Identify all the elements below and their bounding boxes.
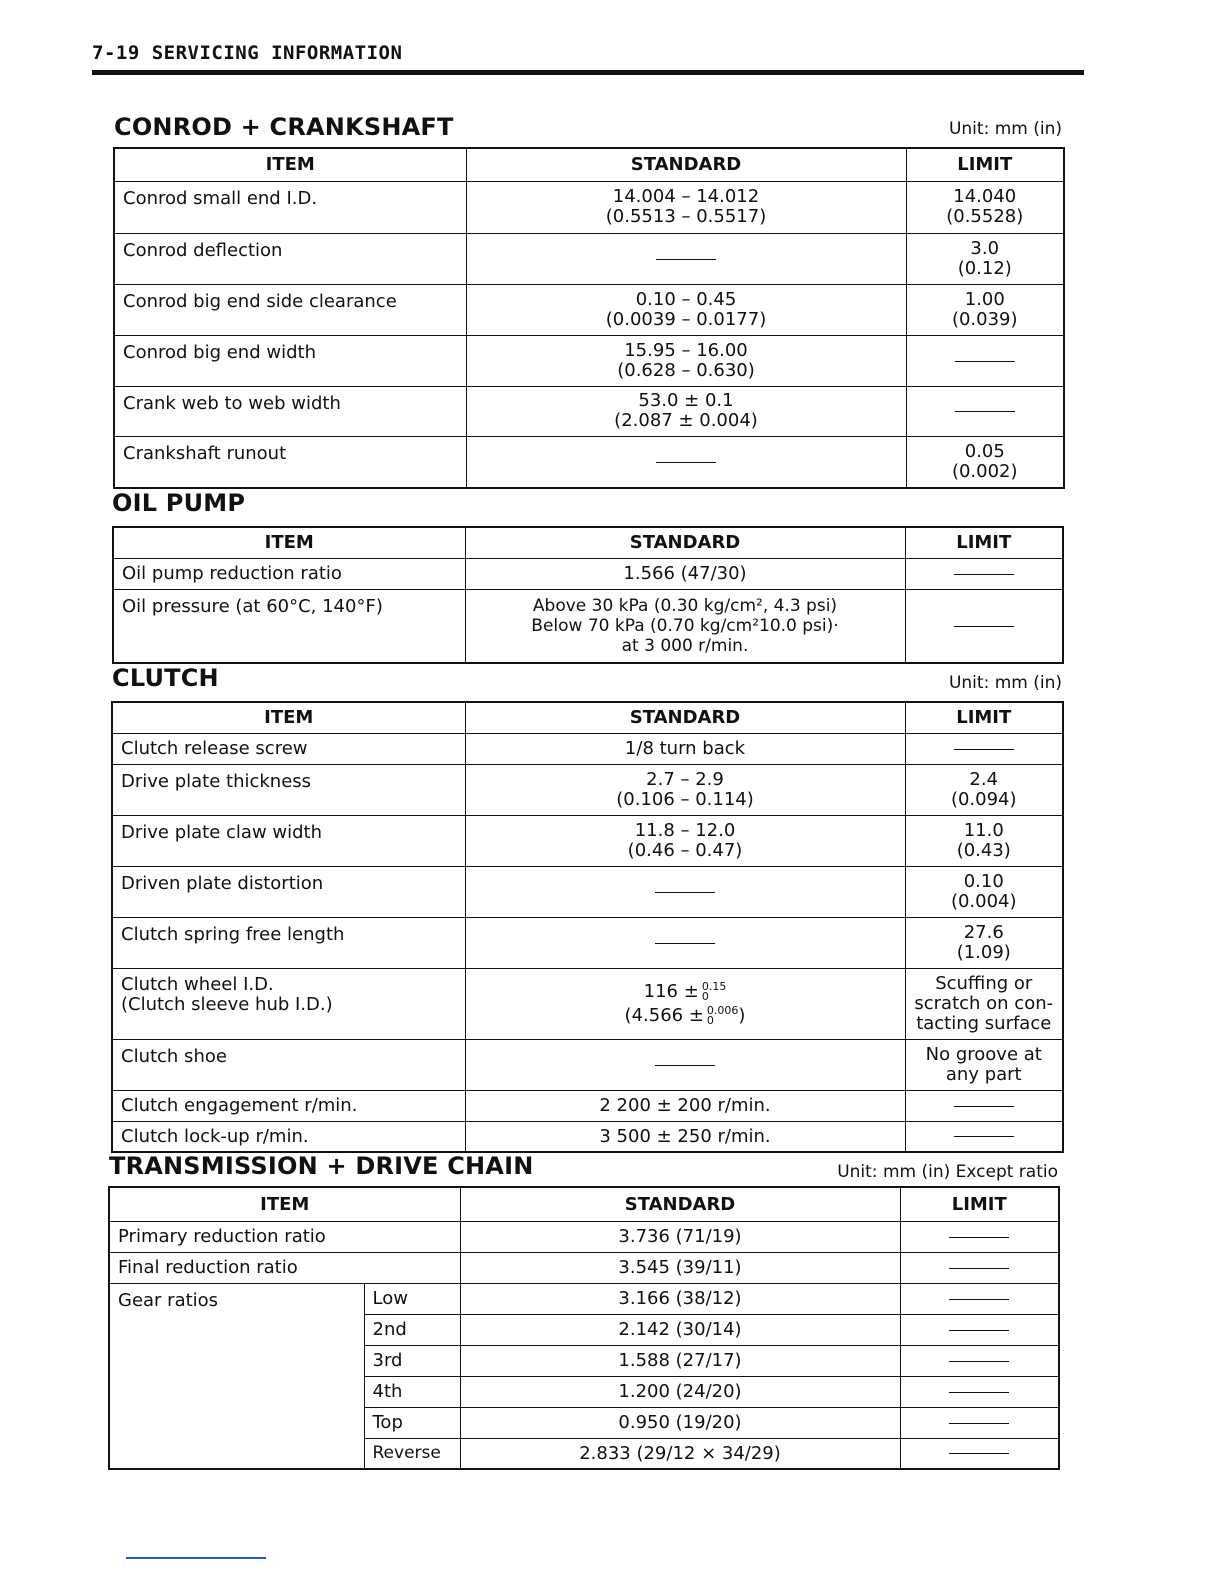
item-cell: Driven plate distortion: [112, 866, 465, 917]
limit-cell-empty: [900, 1438, 1059, 1469]
limit-cell: 11.0 (0.43): [905, 815, 1063, 866]
col-header-standard: STANDARD: [460, 1187, 900, 1221]
col-header-item: ITEM: [112, 702, 465, 733]
limit-cell-empty: [906, 335, 1064, 386]
standard-cell: Above 30 kPa (0.30 kg/cm², 4.3 psi) Below 70 kPa (0.70 kg/cm²10.0 psi)· at 3 000 r/min.: [465, 589, 905, 663]
tolerance-stack: 0.15 0: [701, 979, 727, 1003]
limit-cell-empty: [905, 1121, 1063, 1152]
table-row: [112, 1090, 1063, 1121]
col-header-item: ITEM: [109, 1187, 460, 1221]
table-row: [109, 1252, 1059, 1283]
dash-mark: [656, 462, 716, 463]
standard-cell: 2.833 (29/12 × 34/29): [460, 1438, 900, 1469]
table-row: [109, 1221, 1059, 1252]
oil-pump-table: [112, 526, 1064, 664]
table-row: [114, 335, 1064, 386]
item-cell: Crankshaft runout: [114, 436, 466, 488]
item-cell: Conrod big end side clearance: [114, 284, 466, 335]
standard-cell: 2.7 – 2.9 (0.106 – 0.114): [465, 764, 905, 815]
unit-label-conrod: Unit: mm (in): [948, 119, 1062, 139]
item-cell: Crank web to web width: [114, 386, 466, 436]
dash-mark: [655, 892, 715, 893]
standard-cell: 2 200 ± 200 r/min.: [465, 1090, 905, 1121]
dash-mark: [954, 574, 1014, 575]
standard-cell: 3.736 (71/19): [460, 1221, 900, 1252]
limit-cell-empty: [905, 558, 1063, 589]
item-cell: Oil pump reduction ratio: [113, 558, 465, 589]
table-row: [113, 589, 1063, 663]
col-header-item: ITEM: [114, 148, 466, 181]
table-row: [112, 917, 1063, 968]
gear-name-cell: Reverse: [364, 1438, 460, 1469]
standard-cell: 0.10 – 0.45 (0.0039 – 0.0177): [466, 284, 906, 335]
limit-cell-empty: [900, 1345, 1059, 1376]
item-cell: Final reduction ratio: [109, 1252, 460, 1283]
limit-cell-empty: [906, 386, 1064, 436]
limit-cell-empty: [900, 1283, 1059, 1314]
item-cell: Conrod deflection: [114, 233, 466, 284]
standard-cell: 3.545 (39/11): [460, 1252, 900, 1283]
item-cell: Primary reduction ratio: [109, 1221, 460, 1252]
item-cell: Drive plate claw width: [112, 815, 465, 866]
standard-cell-empty: [465, 917, 905, 968]
dash-mark: [955, 361, 1015, 362]
limit-cell-empty: [905, 1090, 1063, 1121]
limit-cell: 2.4 (0.094): [905, 764, 1063, 815]
table-row: [112, 866, 1063, 917]
limit-cell: 0.05 (0.002): [906, 436, 1064, 488]
item-cell: Drive plate thickness: [112, 764, 465, 815]
limit-cell: 14.040 (0.5528): [906, 181, 1064, 233]
conrod-table: [113, 147, 1065, 489]
clutch-table: [111, 701, 1064, 1153]
standard-cell: 1.588 (27/17): [460, 1345, 900, 1376]
col-header-standard: STANDARD: [465, 702, 905, 733]
limit-cell: 27.6 (1.09): [905, 917, 1063, 968]
standard-cell: 11.8 – 12.0 (0.46 – 0.47): [465, 815, 905, 866]
table-row: [113, 558, 1063, 589]
table-row: [114, 233, 1064, 284]
table-row: [114, 181, 1064, 233]
gear-name-cell: 3rd: [364, 1345, 460, 1376]
dash-mark: [656, 259, 716, 260]
item-cell: Clutch wheel I.D. (Clutch sleeve hub I.D.): [112, 968, 465, 1039]
dash-mark: [954, 1106, 1014, 1107]
limit-cell-empty: [905, 733, 1063, 764]
dash-mark: [955, 411, 1015, 412]
limit-cell-empty: [900, 1221, 1059, 1252]
standard-cell: 3 500 ± 250 r/min.: [465, 1121, 905, 1152]
dash-mark: [655, 1065, 715, 1066]
col-header-item: ITEM: [113, 527, 465, 558]
table-row: [112, 764, 1063, 815]
limit-cell-empty: [900, 1407, 1059, 1438]
section-title-conrod: CONROD + CRANKSHAFT: [114, 113, 454, 141]
section-title-clutch: CLUTCH: [112, 664, 219, 692]
col-header-limit: LIMIT: [905, 702, 1063, 733]
unit-label-clutch: Unit: mm (in): [948, 673, 1062, 693]
dash-mark: [655, 943, 715, 944]
dash-mark: [949, 1423, 1009, 1424]
standard-cell: 1.200 (24/20): [460, 1376, 900, 1407]
standard-cell: 53.0 ± 0.1 (2.087 ± 0.004): [466, 386, 906, 436]
standard-cell: 1.566 (47/30): [465, 558, 905, 589]
col-header-limit: LIMIT: [905, 527, 1063, 558]
standard-cell: 3.166 (38/12): [460, 1283, 900, 1314]
table-row: [112, 1039, 1063, 1090]
table-row: [114, 386, 1064, 436]
item-cell: Oil pressure (at 60°C, 140°F): [113, 589, 465, 663]
gear-name-cell: 2nd: [364, 1314, 460, 1345]
table-row: [109, 1283, 1059, 1314]
item-cell: Clutch lock-up r/min.: [112, 1121, 465, 1152]
limit-cell: No groove at any part: [905, 1039, 1063, 1090]
standard-cell: 2.142 (30/14): [460, 1314, 900, 1345]
limit-cell: 0.10 (0.004): [905, 866, 1063, 917]
table-row: [112, 968, 1063, 1039]
standard-cell: 116 ± 0.15 0 (4.566 ± 0.006 0 ): [465, 968, 905, 1039]
standard-cell: 15.95 – 16.00 (0.628 – 0.630): [466, 335, 906, 386]
item-cell: Clutch engagement r/min.: [112, 1090, 465, 1121]
tolerance-stack: 0.006 0: [706, 1003, 739, 1027]
standard-cell-empty: [466, 233, 906, 284]
standard-cell: 14.004 – 14.012 (0.5513 – 0.5517): [466, 181, 906, 233]
dash-mark: [954, 626, 1014, 627]
limit-cell-empty: [900, 1252, 1059, 1283]
table-row: [112, 815, 1063, 866]
item-cell: Clutch shoe: [112, 1039, 465, 1090]
item-cell: Conrod small end I.D.: [114, 181, 466, 233]
item-cell: Conrod big end width: [114, 335, 466, 386]
standard-cell: 1/8 turn back: [465, 733, 905, 764]
limit-cell: 3.0 (0.12): [906, 233, 1064, 284]
dash-mark: [949, 1237, 1009, 1238]
dash-mark: [949, 1453, 1009, 1454]
limit-cell: Scuffing or scratch on con- tacting surface: [905, 968, 1063, 1039]
table-row: [114, 284, 1064, 335]
gear-ratios-label: Gear ratios: [109, 1283, 364, 1469]
standard-cell-empty: [466, 436, 906, 488]
limit-cell-empty: [900, 1376, 1059, 1407]
col-header-standard: STANDARD: [466, 148, 906, 181]
col-header-standard: STANDARD: [465, 527, 905, 558]
item-cell: Clutch release screw: [112, 733, 465, 764]
table-row: [114, 436, 1064, 488]
standard-cell-empty: [465, 1039, 905, 1090]
col-header-limit: LIMIT: [906, 148, 1064, 181]
standard-cell: 0.950 (19/20): [460, 1407, 900, 1438]
page-header: [92, 40, 1084, 75]
dash-mark: [954, 749, 1014, 750]
col-header-limit: LIMIT: [900, 1187, 1059, 1221]
transmission-table: [108, 1186, 1060, 1470]
limit-cell-empty: [900, 1314, 1059, 1345]
gear-name-cell: 4th: [364, 1376, 460, 1407]
item-cell: Clutch spring free length: [112, 917, 465, 968]
table-row: [112, 733, 1063, 764]
limit-cell-empty: [905, 589, 1063, 663]
section-title-oil-pump: OIL PUMP: [112, 489, 246, 517]
unit-label-transmission: Unit: mm (in) Except ratio: [837, 1162, 1058, 1182]
dash-mark: [949, 1392, 1009, 1393]
dash-mark: [949, 1361, 1009, 1362]
gear-name-cell: Top: [364, 1407, 460, 1438]
page-header-title: 7-19 SERVICING INFORMATION: [92, 42, 403, 64]
dash-mark: [954, 1136, 1014, 1137]
table-row: [112, 1121, 1063, 1152]
dash-mark: [949, 1330, 1009, 1331]
footer-rule: [126, 1557, 266, 1559]
gear-name-cell: Low: [364, 1283, 460, 1314]
standard-cell-empty: [465, 866, 905, 917]
dash-mark: [949, 1299, 1009, 1300]
dash-mark: [949, 1268, 1009, 1269]
section-title-transmission: TRANSMISSION + DRIVE CHAIN: [109, 1152, 534, 1180]
limit-cell: 1.00 (0.039): [906, 284, 1064, 335]
